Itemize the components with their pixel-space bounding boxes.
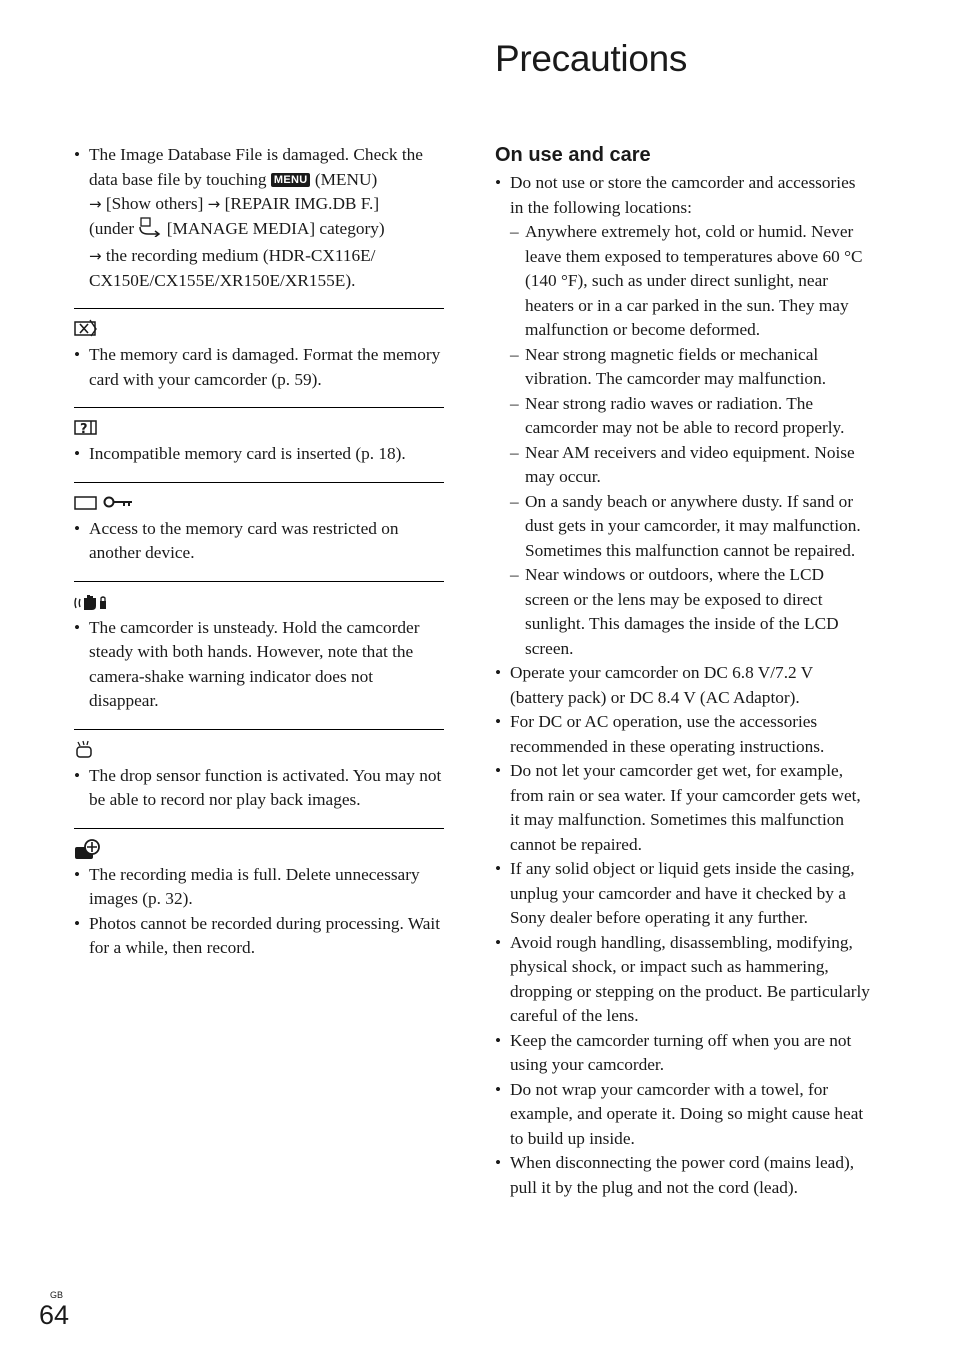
list-item: • When disconnecting the power cord (mains lead), pull it by the plug and not the cord (lead). (495, 1151, 870, 1200)
right-column (495, 143, 870, 1200)
list-item: • Keep the camcorder turning off when you are not using your camcorder. (495, 1029, 870, 1078)
repair-label: [REPAIR IMG.DB F.] (224, 194, 380, 213)
memory-card-damaged-icon (74, 319, 100, 337)
page-number-block (39, 1290, 69, 1330)
image-db-damaged-item (74, 143, 444, 293)
svg-text:?: ? (80, 422, 88, 436)
left-column (74, 143, 444, 961)
memory-card-locked-icon (74, 493, 136, 511)
location-item: – Near AM receivers and video equipment. Noise may occur. (495, 441, 870, 490)
section-icon-row (74, 408, 444, 442)
menu-button-icon: MENU (271, 173, 311, 187)
section-icon-row (74, 582, 444, 616)
list-item: • The drop sensor function is activated. You may not be able to record nor play back images. (74, 764, 444, 813)
memory-card-unknown-icon (74, 418, 100, 436)
page-title: Precautions (495, 38, 688, 79)
list-item: • The memory card is damaged. Format the memory card with your camcorder (p. 59). (74, 343, 444, 392)
media-full-icon (74, 839, 102, 861)
camera-shake-warning-icon (74, 592, 110, 612)
section-heading: On use and care (495, 144, 651, 166)
region-label: GB (50, 1290, 64, 1300)
arrow-icon: → (207, 195, 221, 213)
location-item: – On a sandy beach or anywhere dusty. If sand or dust gets in your camcorder, it may malfunction. Sometimes this malfunction cannot be repaired. (495, 490, 870, 564)
location-item: – Near strong radio waves or radiation. The camcorder may not be able to record properly. (495, 392, 870, 441)
list-item: • Do not let your camcorder get wet, for example, from rain or sea water. If your camcorder gets wet, it may malfunction. Sometimes this malfunction cannot be repaired. (495, 759, 870, 857)
list-item: • Incompatible memory card is inserted (p. 18). (74, 442, 444, 467)
location-item: – Near strong magnetic fields or mechanical vibration. The camcorder may malfunction. (495, 343, 870, 392)
item-text: The Image Database File is damaged. Check the data base file by touching (89, 145, 423, 189)
list-item: • Do not wrap your camcorder with a towel, for example, and operate it. Doing so might cause heat to build up inside. (495, 1078, 870, 1152)
arrow-icon: → (89, 247, 102, 265)
location-item: – Anywhere extremely hot, cold or humid. Never leave them exposed to temperatures above 60 °C (140 °F), such as under direct sunlight, near heaters or in a car parked in the sun. They may malfunction or become deformed. (495, 220, 870, 343)
section-icon-row (74, 309, 444, 343)
list-item: • For DC or AC operation, use the accessories recommended in these operating instructions. (495, 710, 870, 759)
list-item: • The recording media is full. Delete unnecessary images (p. 32). (74, 863, 444, 912)
list-item: • Photos cannot be recorded during processing. Wait for a while, then record. (74, 912, 444, 961)
manage-media-label: [MANAGE MEDIA] category) (166, 218, 385, 238)
section-icon-row (74, 829, 444, 863)
list-item: • The camcorder is unsteady. Hold the camcorder steady with both hands. However, note that the camera-shake warning indicator does not disappear. (74, 616, 444, 714)
item-text: the recording medium (HDR-CX116E/ CX150E/CX155E/XR150E/XR155E). (89, 246, 376, 290)
manage-media-icon (138, 217, 162, 245)
list-item: • Access to the memory card was restricted on another device. (74, 517, 444, 566)
drop-sensor-icon (74, 740, 96, 760)
list-item: • Do not use or store the camcorder and accessories in the following locations: (495, 171, 870, 220)
under-label: (under (89, 218, 135, 238)
show-others-label: [Show others] (105, 194, 204, 213)
page-number: 64 (39, 1300, 70, 1330)
section-icon-row (74, 730, 444, 764)
location-item: – Near windows or outdoors, where the LCD screen or the lens may be exposed to direct sunlight. This damages the inside of the LCD screen. (495, 563, 870, 661)
list-item: • If any solid object or liquid gets inside the casing, unplug your camcorder and have it checked by a Sony dealer before operating it any further. (495, 857, 870, 931)
arrow-icon: → (89, 195, 102, 213)
list-item: • Operate your camcorder on DC 6.8 V/7.2 V (battery pack) or DC 8.4 V (AC Adaptor). (495, 661, 870, 710)
section-icon-row (74, 483, 444, 517)
menu-label: (MENU) (314, 169, 378, 189)
list-item: • Avoid rough handling, disassembling, modifying, physical shock, or impact such as hammering, dropping or stepping on the product. Be particularly careful of the lens. (495, 931, 870, 1029)
